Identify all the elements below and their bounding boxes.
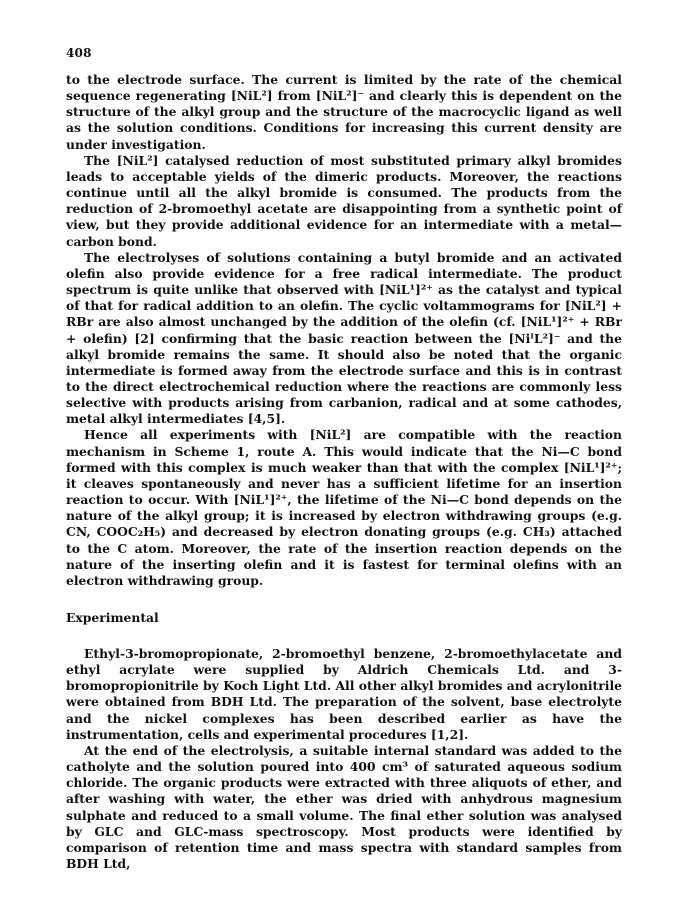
paragraph-nil2-reduction: The [NiL²] catalysed reduction of most substituted primary alkyl bromides leads to acceptable yields of the dimeric products. Moreover, the reactions continue until all the alkyl bromide is consumed. The products from the reduction of 2-bromoethyl acetate are disappointing from a synthetic point of view, but they provide additional evidence for an intermediate with a metal—carbon bond. bbox=[66, 152, 622, 249]
paragraph-materials: Ethyl-3-bromopropionate, 2-bromoethyl benzene, 2-bromoethylacetate and ethyl acrylate were supplied by Aldrich Chemicals Ltd. and 3-bromopropionitrile by Koch Light Ltd. All other alkyl bromides and acrylonitrile were obtained from BDH Ltd. The preparation of the solvent, base electrolyte and the nickel complexes has been described earlier as have the instrumentation, cells and experimental procedures [1,2]. bbox=[66, 646, 622, 742]
paragraph-mechanism: Hence all experiments with [NiL²] are compatible with the reaction mechanism in Scheme 1, route A. This would indicate that the Ni—C bond formed with this complex is much weaker than that with the complex [NiL¹]²⁺; it cleaves spontaneously and never has a sufficient lifetime for an insertion reaction to occur. With [NiL¹]²⁺, the lifetime of the Ni—C bond depends on the nature of the alkyl group; it is increased by electron withdrawing groups (e.g. CN, COOC₂H₅) and decreased by electron donating groups (e.g. CH₃) attached to the C atom. Moreover, the rate of the insertion reaction depends on the nature of the inserting olefin and it is fastest for terminal olefins with an electron withdrawing group. bbox=[66, 427, 622, 588]
page-number: 408 bbox=[66, 46, 92, 60]
section-heading-experimental: Experimental bbox=[66, 610, 159, 625]
paragraph-workup: At the end of the electrolysis, a suitable internal standard was added to the catholyte and the solution poured into 400 cm³ of saturated aqueous sodium chloride. The organic products were extracted with three aliquots of ether, and after washing with water, the ether was dried with anhydrous magnesium sulphate and reduced to a small volume. The final ether solution was analysed by GLC and GLC-mass spectroscopy. Most products were identified by comparison of retention time and mass spectra with standard samples from BDH Ltd, bbox=[66, 742, 622, 872]
paragraph-continuation: to the electrode surface. The current is limited by the rate of the chemical sequence regenerating [NiL²] from [NiL²]⁻ and clearly this is dependent on the structure of the alkyl group and the structure of the macrocyclic ligand as well as the solution conditions. Conditions for increasing this current density are under investigation. bbox=[66, 72, 622, 152]
paragraph-olefin-electrolyses: The electrolyses of solutions containing a butyl bromide and an activated olefin also provide evidence for a free radical intermediate. The product spectrum is quite unlike that observed with [NiL¹]²⁺ as the catalyst and typical of that for radical addition to an olefin. The cyclic voltammograms for [NiL²] + RBr are also almost unchanged by the addition of the olefin (cf. [NiL¹]²⁺ + RBr + olefin) [2] confirming that the basic reaction between the [NiᴵL²]⁻ and the alkyl bromide remains the same. It should also be noted that the organic intermediate is formed away from the electrode surface and this is in contrast to the direct electrochemical reduction where the reactions are commonly less selective with products arising from carbanion, radical and at some cathodes, metal alkyl intermediates [4,5]. bbox=[66, 249, 622, 427]
text-column bbox=[66, 72, 622, 872]
